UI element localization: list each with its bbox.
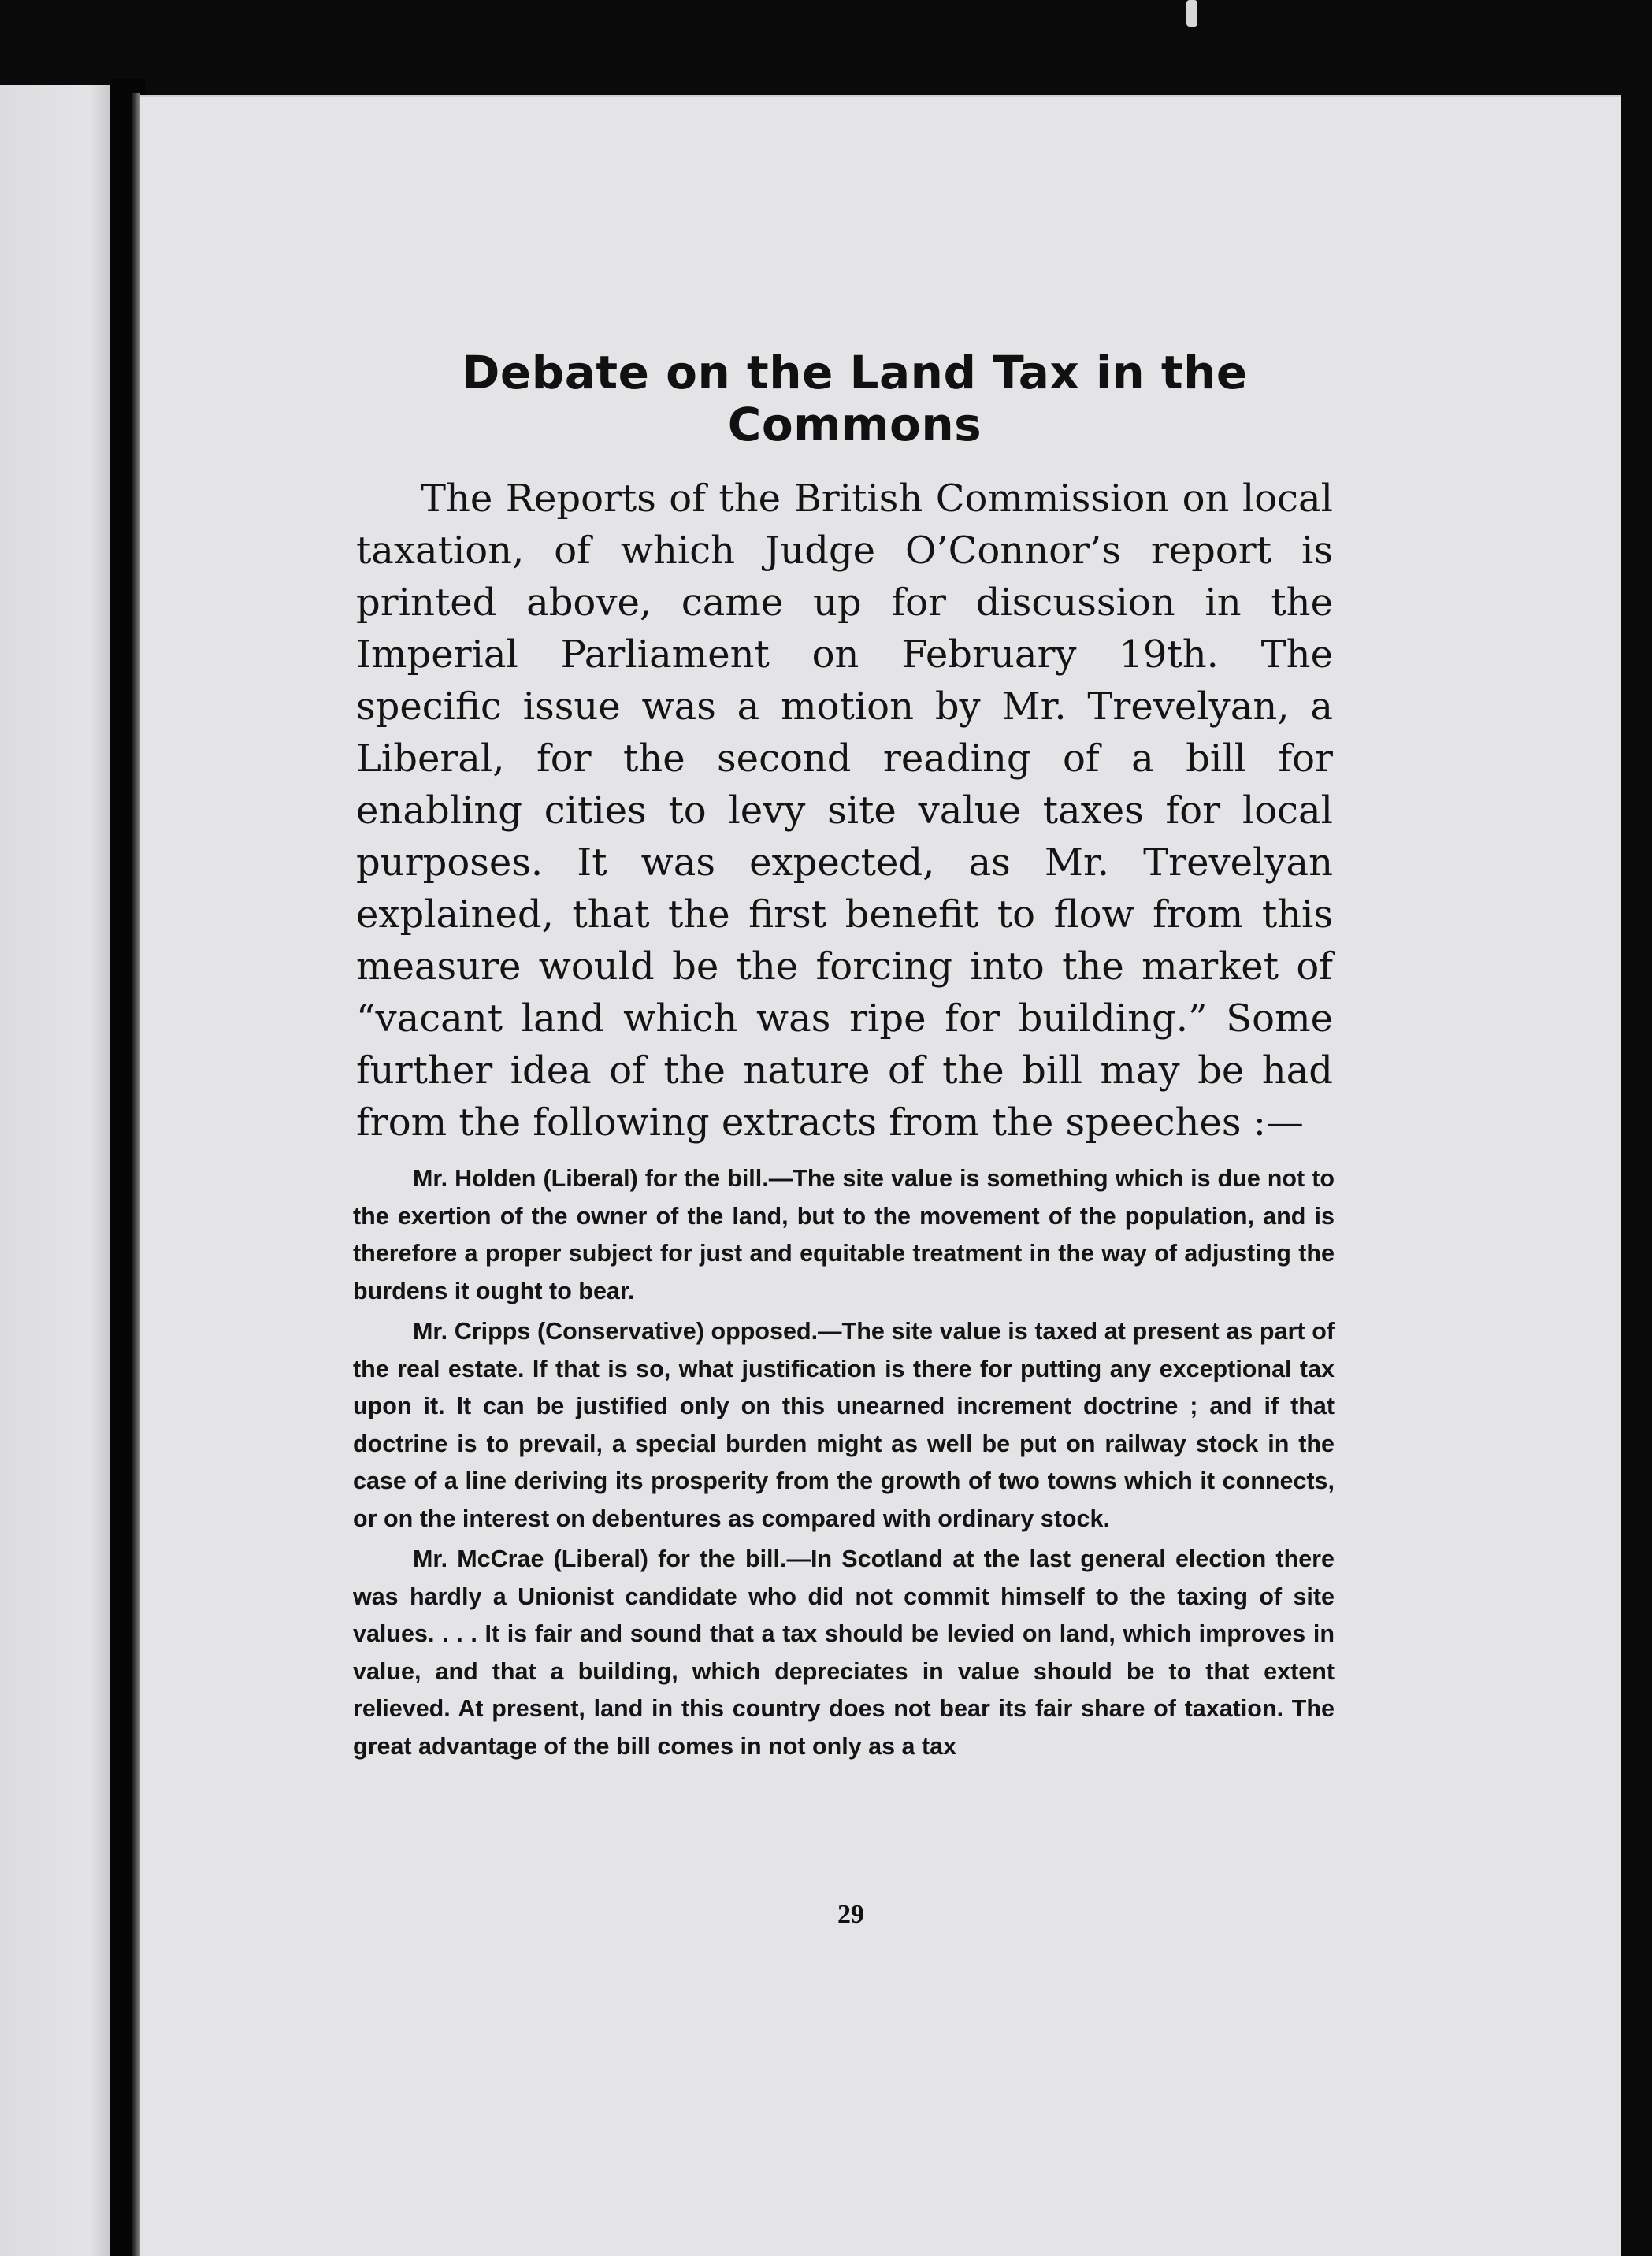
page-number: 29 bbox=[837, 1900, 864, 1929]
page-binding-edge bbox=[132, 93, 140, 2256]
speech-extract-holden: Mr. Holden (Liberal) for the bill.—The site value is something which is due not to the exertion of the owner of the land, but to the movement of the population, and is therefore a proper subject for just and equitable treatment in the way of adjusting the burdens it ought to bear. bbox=[353, 1165, 1335, 1304]
facing-page-edge bbox=[0, 85, 110, 2256]
article-title: Debate on the Land Tax in the Commons bbox=[462, 346, 1248, 451]
scan-dust-mark bbox=[1186, 0, 1197, 27]
intro-paragraph: The Reports of the British Commission on local taxation, of which Judge O’Connor’s report is printed above, came up for discussion in the Imperial Parliament on February 19th. The specific issue was a motion by Mr. Trevelyan, a Liberal, for the second reading of a bill for enabling cities to levy site value taxes for local purposes. It was expected, as Mr. Trevelyan explained, that the first benefit to flow from this measure would be the forcing into the market of “vacant land which was ripe for building.” Some further idea of the nature of the bill may be had from the following extracts from the speeches :— bbox=[356, 477, 1333, 1145]
speech-extract-mccrae: Mr. McCrae (Liberal) for the bill.—In Scotland at the last general election there was hardly a Unionist candidate who did not commit himself to the taxing of site values. . . . It is fair and sound that a tax should be levied on land, which improves in value, and that a building, which depreciates in value should be to that extent relieved. At present, land in this country does not bear its fair share of taxation. The great advantage of the bill comes in not only as a tax bbox=[353, 1545, 1335, 1760]
speech-extracts bbox=[353, 1160, 1335, 1768]
speech-extract-cripps: Mr. Cripps (Conservative) opposed.—The site value is taxed at present as part of the real estate. If that is so, what justification is there for putting any exceptional tax upon it. It can be justified only on this unearned increment doctrine ; and if that doctrine is to prevail, a special burden might as well be put on railway stock in the case of a line deriving its prosperity from the growth of two towns which it connects, or on the interest on debentures as compared with ordinary stock. bbox=[353, 1318, 1335, 1532]
